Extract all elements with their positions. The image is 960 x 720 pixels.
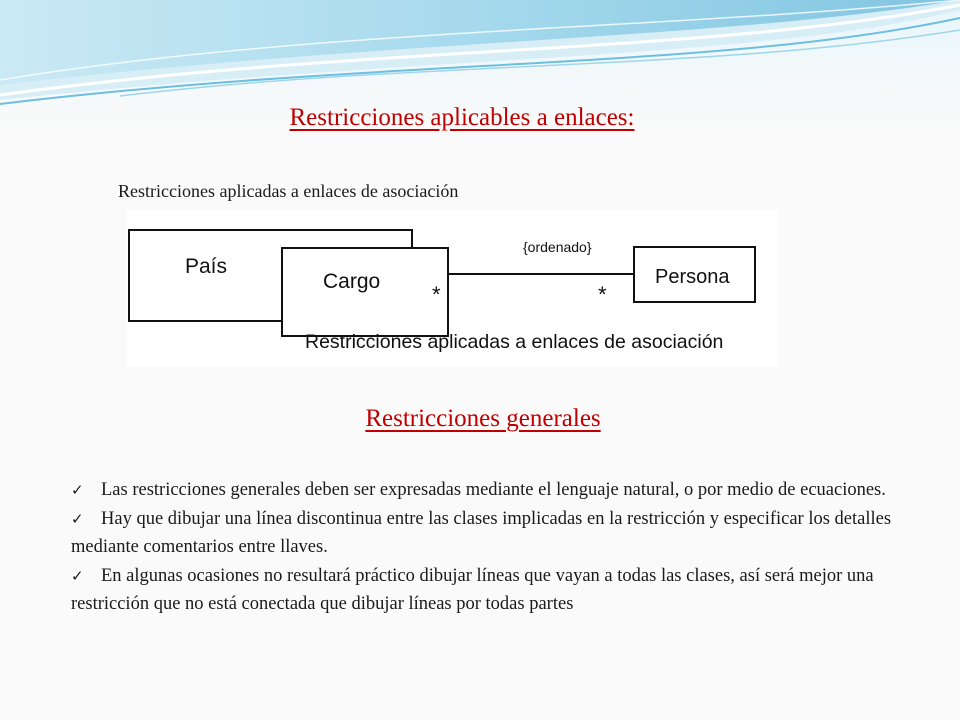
multiplicity-right: * — [598, 282, 607, 307]
check-icon: ✓ — [71, 509, 84, 528]
page-title: Restricciones aplicables a enlaces: — [289, 104, 635, 131]
uml-association-diagram — [127, 210, 778, 367]
list-item — [71, 505, 921, 562]
list-item-text: Hay que dibujar una línea discontinua entre las clases implicadas en la restricción y especificar los detalles mediante comentarios entre llaves. — [71, 508, 892, 557]
diagram-caption: Restricciones aplicadas a enlaces de asociación — [305, 331, 724, 353]
bullet-list — [71, 476, 921, 619]
class-label-persona: Persona — [655, 266, 730, 288]
check-icon: ✓ — [71, 566, 84, 585]
general-restrictions-heading: Restricciones generales — [365, 405, 601, 432]
constraint-label: {ordenado} — [523, 239, 592, 255]
list-item-text: Las restricciones generales deben ser expresadas mediante el lenguaje natural, o por medio de ecuaciones. — [101, 480, 886, 500]
list-item — [71, 562, 921, 619]
check-icon: ✓ — [71, 481, 84, 499]
class-label-cargo: Cargo — [323, 270, 381, 293]
multiplicity-left: * — [432, 282, 441, 307]
list-item-text: En algunas ocasiones no resultará práctico dibujar líneas que vayan a todas las clases, así será mejor una restricción que no está conectada que dibujar líneas por todas partes — [71, 565, 874, 614]
list-item — [71, 476, 921, 505]
class-label-pais: País — [185, 255, 228, 278]
diagram-subtitle: Restricciones aplicadas a enlaces de asociación — [118, 181, 459, 201]
